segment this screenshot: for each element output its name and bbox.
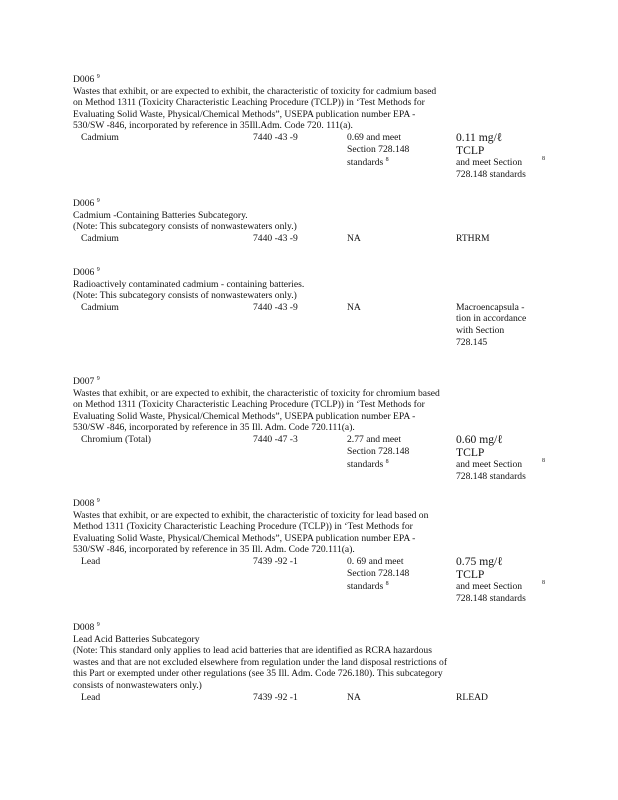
nonwastewater-standard: 0.75 mg/ℓ TCLP and meet Section 728.148 standards: [456, 554, 526, 604]
section-d006-batteries: [73, 196, 533, 245]
description-line: Evaluating Solid Waste, Physical/Chemical Methods”, USEPA publication number EPA -: [73, 532, 416, 544]
table-row: [73, 130, 545, 180]
description-line: wastes and that are not excluded elsewhere from regulation under the land disposal restrictions of: [73, 656, 448, 668]
description-line: Method 1311 (Toxicity Characteristic Leaching Procedure (TCLP)) in ‘Test Methods for: [73, 521, 413, 533]
table-row: [73, 554, 545, 604]
description-line: on Method 1311 (Toxicity Characteristic Leaching Procedure (TCLP)) in ‘Test Methods for: [73, 97, 425, 109]
table-row: [73, 692, 533, 704]
cas-number: 7439 -92 -1: [253, 555, 298, 567]
waste-code: D008 $^9$: [73, 498, 100, 509]
nonwastewater-standard: RLEAD: [456, 691, 488, 703]
description-line: 530/SW -846, incorporated by reference in 35 Ill. Adm. Code 720.111(a).: [73, 544, 355, 556]
description-line: Radioactively contaminated cadmium - containing batteries.: [73, 278, 305, 290]
wastewater-standard: 0.69 and meet Section 728.148 standards $^8$: [347, 131, 410, 169]
cas-number: 7440 -43 -9: [253, 131, 298, 143]
nonwastewater-standard: Macroencapsula - tion in accordance with Section 728.145: [456, 301, 527, 348]
waste-code: D008 $^9$: [73, 622, 100, 633]
description-line: (Note: This standard only applies to lead acid batteries that are identified as RCRA hazardous: [73, 645, 432, 657]
constituent: Chromium (Total): [81, 433, 151, 445]
footnote-marker: 8: [542, 579, 545, 586]
section-d006-cadmium: [73, 72, 545, 180]
wastewater-standard: 2.77 and meet Section 728.148 standards $^8$: [347, 433, 410, 471]
nonwastewater-standard: 0.60 mg/ℓ TCLP and meet Section 728.148 standards: [456, 432, 526, 482]
wastewater-standard: NA: [347, 232, 361, 244]
waste-code: D006 $^9$: [73, 267, 100, 278]
waste-code: D007 $^9$: [73, 376, 100, 387]
waste-code: D006 $^9$: [73, 74, 100, 85]
description-line: consists of nonwastewaters only.): [73, 679, 202, 691]
description-line: 530/SW -846, incorporated by reference in 35Ill.Adm. Code 720. 111(a).: [73, 120, 353, 132]
description-line: Wastes that exhibit, or are expected to exhibit, the characteristic of toxicity for chromium based: [73, 387, 440, 399]
section-d008-lead-acid-batteries: [73, 620, 533, 704]
cas-number: 7440 -43 -9: [253, 301, 298, 313]
section-d007-chromium: [73, 374, 545, 482]
description-line: (Note: This subcategory consists of nonwastewaters only.): [73, 290, 297, 302]
section-d006-radioactive: [73, 265, 533, 354]
footnote-marker: 8: [542, 155, 545, 162]
description-line: 530/SW -846, incorporated by reference in 35 Ill. Adm. Code 720.111(a).: [73, 422, 355, 434]
constituent: Cadmium: [81, 301, 119, 313]
description-line: Cadmium -Containing Batteries Subcategory.: [73, 209, 248, 221]
description-line: this Part or exempted under other regulations (see 35 Ill. Adm. Code 726.180). This subcategory: [73, 668, 443, 680]
section-d008-lead: [73, 496, 545, 604]
constituent: Lead: [81, 691, 101, 703]
nonwastewater-standard: 0.11 mg/ℓ TCLP and meet Section 728.148 standards: [456, 130, 526, 180]
wastewater-standard: NA: [347, 301, 361, 313]
description-line: Wastes that exhibit, or are expected to exhibit, the characteristic of toxicity for lead based on: [73, 509, 429, 521]
table-row: [73, 233, 533, 245]
constituent: Lead: [81, 555, 101, 567]
constituent: Cadmium: [81, 232, 119, 244]
cas-number: 7439 -92 -1: [253, 691, 298, 703]
constituent: Cadmium: [81, 131, 119, 143]
description-line: Lead Acid Batteries Subcategory: [73, 633, 200, 645]
table-row: [73, 302, 533, 354]
footnote-marker: 8: [542, 457, 545, 464]
description-line: Evaluating Solid Waste, Physical/Chemical Methods”, USEPA publication number EPA -: [73, 108, 416, 120]
cas-number: 7440 -43 -9: [253, 232, 298, 244]
wastewater-standard: 0. 69 and meet Section 728.148 standards $^8$: [347, 555, 410, 593]
description-line: Wastes that exhibit, or are expected to exhibit, the characteristic of toxicity for cadmium based: [73, 85, 437, 97]
nonwastewater-standard: RTHRM: [456, 232, 490, 244]
description-line: on Method 1311 (Toxicity Characteristic Leaching Procedure (TCLP)) in ‘Test Methods for: [73, 399, 425, 411]
waste-code: D006 $^9$: [73, 198, 100, 209]
description-line: Evaluating Solid Waste, Physical/Chemical Methods”, USEPA publication number EPA -: [73, 410, 416, 422]
table-row: [73, 432, 545, 482]
cas-number: 7440 -47 -3: [253, 433, 298, 445]
wastewater-standard: NA: [347, 691, 361, 703]
description-line: (Note: This subcategory consists of nonwastewaters only.): [73, 221, 297, 233]
